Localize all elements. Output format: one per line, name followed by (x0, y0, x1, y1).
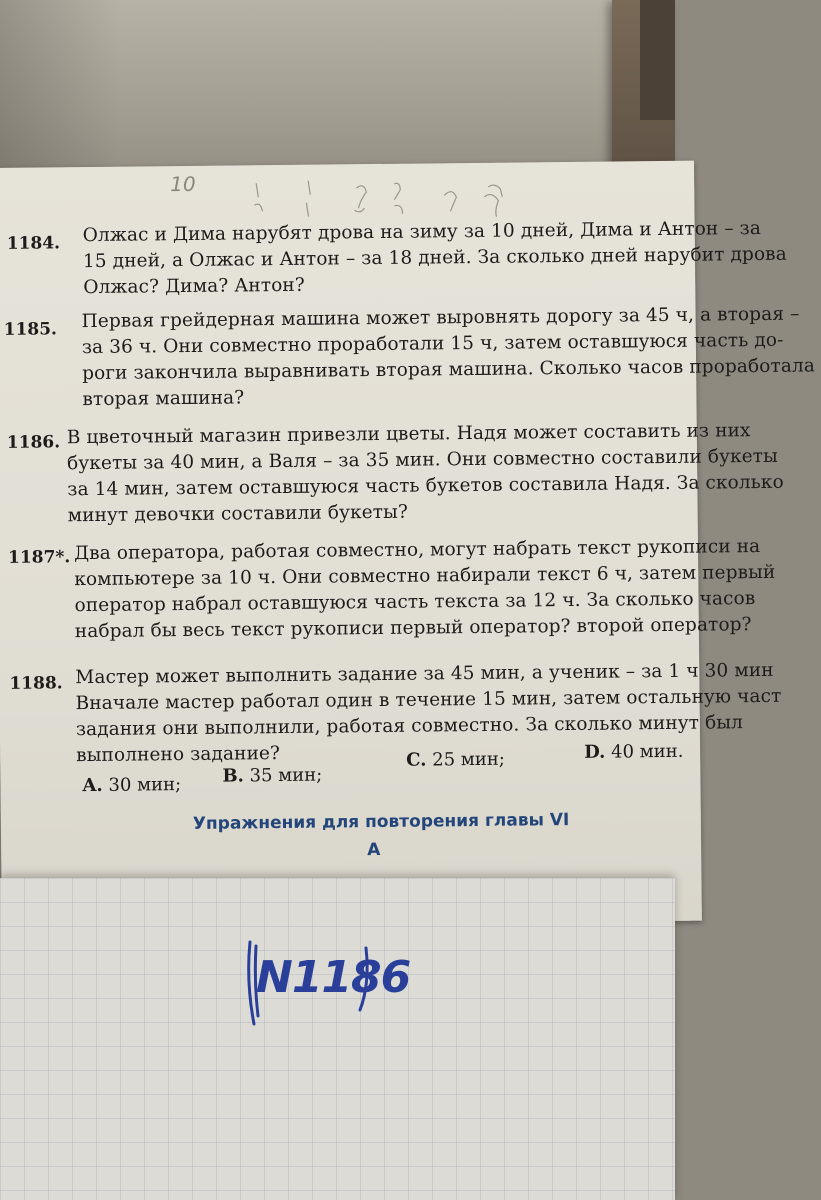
option-text: 35 мин; (249, 764, 323, 787)
problem-line: Олжас? Дима? Антон? (83, 274, 305, 299)
subsection-letter: A (367, 839, 381, 861)
option-text: 25 мин; (432, 748, 506, 771)
section-title: Упражнения для повторения главы VI (192, 810, 570, 834)
option-letter: D. (584, 741, 606, 763)
problem-line: В цветочный магазин привезли цветы. Надя может составить из них (66, 420, 751, 449)
option-text: 40 мин. (611, 740, 684, 763)
problem-line: выполнено задание? (76, 743, 281, 767)
problem-line: за 36 ч. Они совместно проработали 15 ч, затем оставшуюся часть до- (81, 329, 784, 359)
option-letter: B. (222, 765, 244, 787)
problem-line: задания они выполнили, работая совместно. За сколько минут был (75, 712, 744, 741)
problem-line: Два оператора, работая совместно, могут набрать текст рукописи на (73, 535, 761, 565)
problem-line: Олжас и Дима нарубят дрова на зиму за 10 дней, Дима и Антон – за (82, 217, 762, 247)
answer-option-b (222, 765, 322, 787)
problem-line: вторая машина? (82, 387, 245, 411)
problem-number: 1187*. (7, 547, 71, 568)
answer-option-a (82, 774, 181, 796)
option-letter: C. (406, 749, 427, 771)
problem-line: Вначале мастер работал один в течение 15 мин, затем остальную част (75, 685, 782, 715)
problem-line: за 14 мин, затем оставшуюся часть букетов составила Надя. За сколько (67, 471, 784, 501)
option-text: 30 мин; (108, 774, 182, 796)
pencil-scribbles (244, 172, 545, 225)
notebook-sheet (0, 878, 675, 1200)
problem-line: Первая грейдерная машина может выровнять дорогу за 45 ч, а вторая – (81, 303, 800, 333)
problem-line: роги закончила выравнивать вторая машина. Сколько часов проработала (82, 355, 816, 385)
handwritten-label: N1186 (256, 952, 411, 1003)
textbook-page (0, 161, 816, 928)
handwritten-note (238, 930, 411, 1030)
problem-line: оператор набрал оставшуюся часть текста за 12 ч. За сколько часов (74, 588, 756, 617)
problem-line: компьютере за 10 ч. Они совместно набирали текст 6 ч, затем первый (74, 561, 776, 591)
option-letter: A. (82, 774, 103, 797)
cardboard-box-lid (640, 0, 675, 120)
problem-line: 15 дней, а Олжас и Антон – за 18 дней. За сколько дней нарубит дрова (82, 243, 787, 273)
problem-line: Мастер может выполнить задание за 45 мин, а ученик – за 1 ч 30 мин (75, 659, 774, 689)
problem-number: 1188. (9, 673, 63, 694)
answer-option-d (584, 741, 684, 763)
problem-number: 1186. (6, 432, 61, 453)
problem-number: 1184. (6, 233, 61, 254)
problem-line: набрал бы весь текст рукописи первый оператор? второй оператор? (74, 614, 752, 643)
problem-line: букеты за 40 мин, а Валя – за 35 мин. Они совместно составили букеты (66, 445, 779, 475)
problem-number: 1185. (3, 319, 58, 340)
pencil-note: 10 (170, 171, 196, 197)
answer-option-c (406, 749, 505, 771)
problem-line: минут девочки составили букеты? (67, 501, 409, 527)
